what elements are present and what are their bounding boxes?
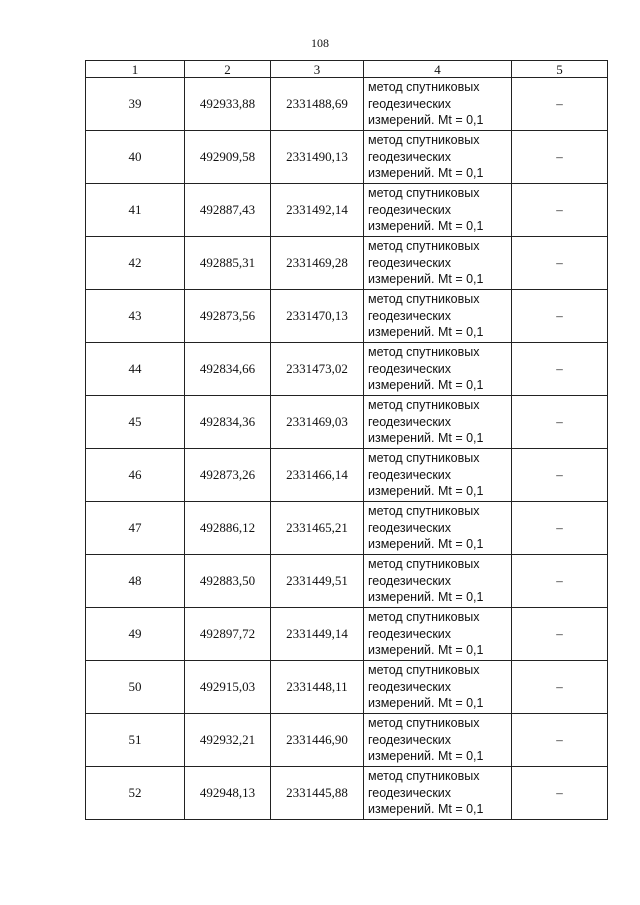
method-line: геодезических bbox=[368, 361, 452, 376]
table-row bbox=[86, 237, 608, 290]
y-coordinate-cell: 2331449,14 bbox=[271, 608, 364, 661]
y-coordinate-cell: 2331465,21 bbox=[271, 502, 364, 555]
method-line: метод спутниковых bbox=[368, 504, 480, 519]
method-line: геодезических bbox=[368, 520, 452, 535]
method-line: измерений. Mt = 0,1 bbox=[368, 590, 484, 605]
method-line: геодезических bbox=[368, 149, 452, 164]
method-line: измерений. Mt = 0,1 bbox=[368, 219, 484, 234]
table-row bbox=[86, 78, 608, 131]
method-line: измерений. Mt = 0,1 bbox=[368, 431, 484, 446]
method-line: геодезических bbox=[368, 679, 452, 694]
x-coordinate-cell: 492909,58 bbox=[185, 131, 271, 184]
column-header-2: 2 bbox=[185, 61, 271, 78]
column-header-1: 1 bbox=[86, 61, 185, 78]
method-line: метод спутниковых bbox=[368, 716, 480, 731]
y-coordinate-cell: 2331469,03 bbox=[271, 396, 364, 449]
table-row bbox=[86, 131, 608, 184]
point-number-cell: 49 bbox=[86, 608, 185, 661]
table-body bbox=[86, 78, 608, 820]
method-cell bbox=[364, 290, 512, 343]
point-number-cell: 40 bbox=[86, 131, 185, 184]
x-coordinate-cell: 492885,31 bbox=[185, 237, 271, 290]
note-cell: – bbox=[512, 449, 608, 502]
method-line: геодезических bbox=[368, 414, 452, 429]
method-line: метод спутниковых bbox=[368, 186, 480, 201]
note-cell: – bbox=[512, 290, 608, 343]
table-row bbox=[86, 343, 608, 396]
note-cell: – bbox=[512, 343, 608, 396]
point-number-cell: 52 bbox=[86, 767, 185, 820]
y-coordinate-cell: 2331445,88 bbox=[271, 767, 364, 820]
note-cell: – bbox=[512, 767, 608, 820]
method-line: метод спутниковых bbox=[368, 610, 480, 625]
table-row bbox=[86, 184, 608, 237]
method-cell bbox=[364, 78, 512, 131]
point-number-cell: 47 bbox=[86, 502, 185, 555]
method-cell bbox=[364, 714, 512, 767]
point-number-cell: 50 bbox=[86, 661, 185, 714]
method-line: измерений. Mt = 0,1 bbox=[368, 802, 484, 817]
y-coordinate-cell: 2331488,69 bbox=[271, 78, 364, 131]
y-coordinate-cell: 2331473,02 bbox=[271, 343, 364, 396]
method-line: метод спутниковых bbox=[368, 239, 480, 254]
method-cell bbox=[364, 608, 512, 661]
method-line: измерений. Mt = 0,1 bbox=[368, 378, 484, 393]
method-line: геодезических bbox=[368, 255, 452, 270]
y-coordinate-cell: 2331469,28 bbox=[271, 237, 364, 290]
method-line: метод спутниковых bbox=[368, 133, 480, 148]
method-line: метод спутниковых bbox=[368, 292, 480, 307]
method-cell bbox=[364, 449, 512, 502]
point-number-cell: 44 bbox=[86, 343, 185, 396]
point-number-cell: 39 bbox=[86, 78, 185, 131]
x-coordinate-cell: 492873,26 bbox=[185, 449, 271, 502]
table-row bbox=[86, 608, 608, 661]
y-coordinate-cell: 2331466,14 bbox=[271, 449, 364, 502]
method-cell bbox=[364, 502, 512, 555]
method-line: геодезических bbox=[368, 573, 452, 588]
y-coordinate-cell: 2331492,14 bbox=[271, 184, 364, 237]
method-line: измерений. Mt = 0,1 bbox=[368, 325, 484, 340]
note-cell: – bbox=[512, 396, 608, 449]
method-line: геодезических bbox=[368, 467, 452, 482]
method-line: измерений. Mt = 0,1 bbox=[368, 749, 484, 764]
note-cell: – bbox=[512, 714, 608, 767]
table-row bbox=[86, 396, 608, 449]
column-header-4: 4 bbox=[364, 61, 512, 78]
x-coordinate-cell: 492933,88 bbox=[185, 78, 271, 131]
point-number-cell: 48 bbox=[86, 555, 185, 608]
method-line: измерений. Mt = 0,1 bbox=[368, 113, 484, 128]
method-line: измерений. Mt = 0,1 bbox=[368, 166, 484, 181]
x-coordinate-cell: 492932,21 bbox=[185, 714, 271, 767]
method-line: геодезических bbox=[368, 785, 452, 800]
method-line: измерений. Mt = 0,1 bbox=[368, 537, 484, 552]
table-row bbox=[86, 290, 608, 343]
method-line: геодезических bbox=[368, 626, 452, 641]
table-row bbox=[86, 555, 608, 608]
method-line: измерений. Mt = 0,1 bbox=[368, 484, 484, 499]
method-cell bbox=[364, 343, 512, 396]
note-cell: – bbox=[512, 237, 608, 290]
method-cell bbox=[364, 131, 512, 184]
y-coordinate-cell: 2331448,11 bbox=[271, 661, 364, 714]
method-cell bbox=[364, 184, 512, 237]
note-cell: – bbox=[512, 502, 608, 555]
note-cell: – bbox=[512, 131, 608, 184]
method-cell bbox=[364, 237, 512, 290]
y-coordinate-cell: 2331449,51 bbox=[271, 555, 364, 608]
x-coordinate-cell: 492897,72 bbox=[185, 608, 271, 661]
note-cell: – bbox=[512, 608, 608, 661]
method-line: метод спутниковых bbox=[368, 345, 480, 360]
method-line: метод спутниковых bbox=[368, 557, 480, 572]
method-line: измерений. Mt = 0,1 bbox=[368, 272, 484, 287]
method-line: метод спутниковых bbox=[368, 663, 480, 678]
x-coordinate-cell: 492886,12 bbox=[185, 502, 271, 555]
page-number: 108 bbox=[311, 36, 329, 50]
point-number-cell: 45 bbox=[86, 396, 185, 449]
method-line: геодезических bbox=[368, 96, 452, 111]
method-line: метод спутниковых bbox=[368, 769, 480, 784]
x-coordinate-cell: 492887,43 bbox=[185, 184, 271, 237]
note-cell: – bbox=[512, 555, 608, 608]
method-line: измерений. Mt = 0,1 bbox=[368, 643, 484, 658]
point-number-cell: 42 bbox=[86, 237, 185, 290]
point-number-cell: 46 bbox=[86, 449, 185, 502]
method-line: геодезических bbox=[368, 732, 452, 747]
table-row bbox=[86, 714, 608, 767]
x-coordinate-cell: 492834,36 bbox=[185, 396, 271, 449]
method-cell bbox=[364, 555, 512, 608]
method-line: измерений. Mt = 0,1 bbox=[368, 696, 484, 711]
method-line: метод спутниковых bbox=[368, 398, 480, 413]
point-number-cell: 41 bbox=[86, 184, 185, 237]
y-coordinate-cell: 2331470,13 bbox=[271, 290, 364, 343]
column-header-5: 5 bbox=[512, 61, 608, 78]
x-coordinate-cell: 492883,50 bbox=[185, 555, 271, 608]
note-cell: – bbox=[512, 661, 608, 714]
coordinates-table bbox=[85, 60, 608, 820]
method-cell bbox=[364, 661, 512, 714]
table-row bbox=[86, 661, 608, 714]
y-coordinate-cell: 2331446,90 bbox=[271, 714, 364, 767]
point-number-cell: 43 bbox=[86, 290, 185, 343]
table-row bbox=[86, 767, 608, 820]
x-coordinate-cell: 492834,66 bbox=[185, 343, 271, 396]
method-cell bbox=[364, 767, 512, 820]
column-header-3: 3 bbox=[271, 61, 364, 78]
note-cell: – bbox=[512, 184, 608, 237]
x-coordinate-cell: 492873,56 bbox=[185, 290, 271, 343]
method-line: метод спутниковых bbox=[368, 451, 480, 466]
x-coordinate-cell: 492948,13 bbox=[185, 767, 271, 820]
method-line: геодезических bbox=[368, 308, 452, 323]
method-cell bbox=[364, 396, 512, 449]
x-coordinate-cell: 492915,03 bbox=[185, 661, 271, 714]
y-coordinate-cell: 2331490,13 bbox=[271, 131, 364, 184]
table-header-row bbox=[86, 61, 608, 78]
table-row bbox=[86, 449, 608, 502]
method-line: метод спутниковых bbox=[368, 80, 480, 95]
note-cell: – bbox=[512, 78, 608, 131]
table-row bbox=[86, 502, 608, 555]
method-line: геодезических bbox=[368, 202, 452, 217]
point-number-cell: 51 bbox=[86, 714, 185, 767]
